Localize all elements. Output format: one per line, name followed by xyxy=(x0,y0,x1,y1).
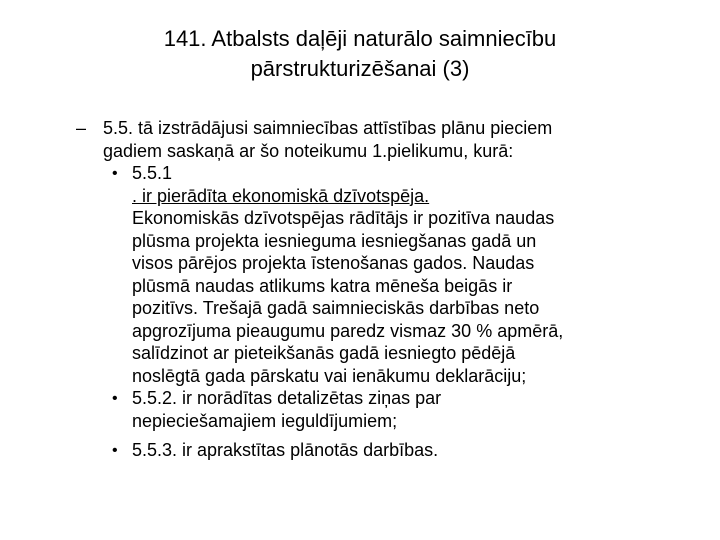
list-item-5-5-1 xyxy=(132,162,692,387)
list-item-line: apgrozījuma pieaugumu paredz vismaz 30 % apmērā, xyxy=(132,320,564,341)
list-item-line: 5.5.3. ir aprakstītas plānotās darbības. xyxy=(132,440,439,460)
bullet-marker: • xyxy=(112,390,118,407)
list-item-line: noslēgtā gada pārskatu vai ienākumu deklarāciju; xyxy=(132,365,527,386)
list-item-line xyxy=(132,162,692,207)
intro-paragraph xyxy=(103,117,683,162)
title-line-2: pārstrukturizēšanai (3) xyxy=(250,56,470,81)
intro-line: gadiem saskaņā ar šo noteikumu 1.pielikumu, kurā: xyxy=(103,140,514,161)
title-line-1: 141. Atbalsts daļēji naturālo saimniecību xyxy=(163,26,557,51)
list-item-line: plūsma projekta iesnieguma iesniegšanas gadā un xyxy=(132,230,537,251)
list-item-line: salīdzinot ar pieteikšanās gadā iesniegto pēdējā xyxy=(132,343,516,363)
list-item-line: nepieciešamajiem ieguldījumiem; xyxy=(132,410,398,431)
item-prefix: 5.5.1 xyxy=(132,163,173,183)
intro-line: 5.5. tā izstrādājusi saimniecības attīstības plānu pieciem xyxy=(103,118,553,138)
bullet-marker: • xyxy=(112,442,118,459)
list-item-5-5-3 xyxy=(132,439,692,462)
list-item-line: visos pārējos projekta īstenošanas gados. Naudas xyxy=(132,253,535,273)
list-item-line: pozitīvs. Trešajā gadā saimnieciskās darbības neto xyxy=(132,298,540,318)
list-item-5-5-2 xyxy=(132,387,692,432)
dash-marker: – xyxy=(76,118,87,138)
item-underlined-text: . ir pierādīta ekonomiskā dzīvotspēja. xyxy=(132,185,430,206)
list-item-line: plūsmā naudas atlikums katra mēneša beigās ir xyxy=(132,275,513,296)
list-item-line: 5.5.2. ir norādītas detalizētas ziņas par xyxy=(132,388,442,408)
bullet-marker: • xyxy=(112,165,118,182)
list-item-line: Ekonomiskās dzīvotspējas rādītājs ir pozitīva naudas xyxy=(132,208,555,228)
